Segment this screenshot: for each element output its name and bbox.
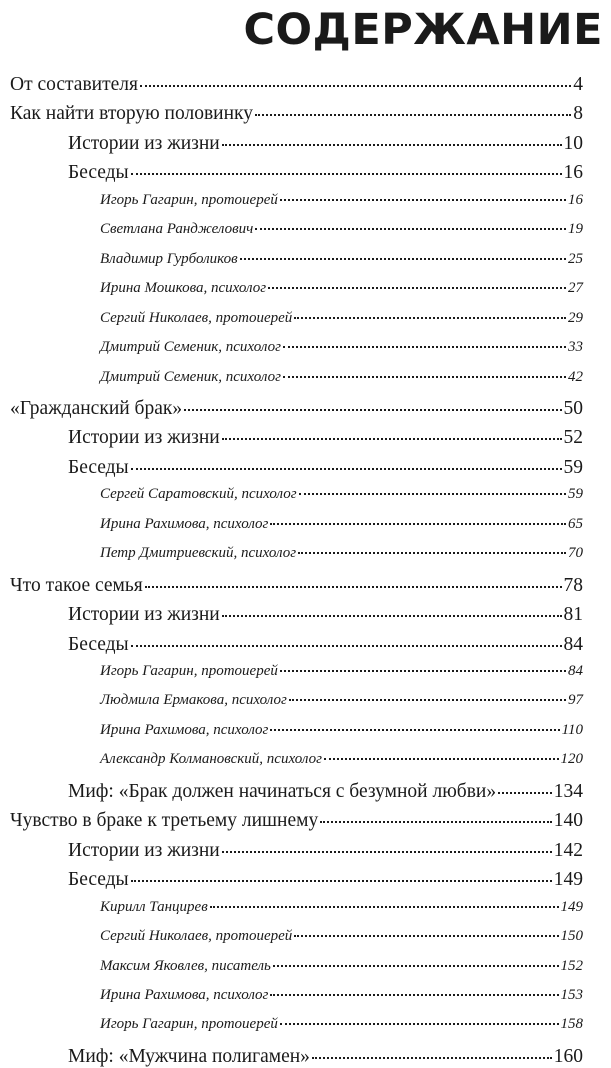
dot-leader	[299, 493, 566, 495]
dot-leader	[280, 199, 566, 201]
toc-entry-page-number: 110	[561, 721, 583, 738]
toc-entry[interactable]	[100, 369, 583, 386]
toc-entry[interactable]	[68, 133, 583, 155]
toc-entry-label: Ирина Мошкова, психолог	[100, 280, 267, 297]
toc-entry[interactable]	[10, 74, 583, 96]
dot-leader	[140, 85, 571, 87]
toc-entry-page-number: 50	[563, 397, 583, 419]
toc-entry-page-number: 10	[563, 132, 583, 154]
toc-entry[interactable]	[100, 221, 583, 238]
toc-entry-page-number: 16	[563, 162, 583, 184]
dot-leader	[312, 1057, 552, 1059]
toc-entry-page-number: 59	[563, 456, 583, 478]
toc-entry-page-number: 65	[568, 515, 583, 532]
toc-entry-label: Ирина Рахимова, психолог	[100, 721, 269, 738]
toc-entry[interactable]	[68, 427, 583, 449]
dot-leader	[255, 114, 571, 116]
toc-entry-label: Истории из жизни	[68, 839, 220, 861]
dot-leader	[131, 880, 552, 882]
dot-leader	[222, 851, 552, 853]
toc-entry-label: Максим Яковлев, писатель	[100, 957, 271, 974]
toc-entry-page-number: 140	[553, 810, 583, 832]
dot-leader	[320, 821, 552, 823]
dot-leader	[283, 376, 566, 378]
dot-leader	[294, 935, 558, 937]
toc-entry-label: Петр Дмитриевский, психолог	[100, 545, 297, 562]
toc-entry-page-number: 150	[560, 928, 583, 945]
toc-entry[interactable]	[100, 339, 583, 356]
toc-entry-page-number: 52	[563, 427, 583, 449]
toc-entry-page-number: 27	[568, 280, 583, 297]
dot-leader	[131, 645, 562, 647]
toc-entry-page-number: 142	[553, 839, 583, 861]
toc-entry[interactable]	[100, 692, 583, 709]
toc-entry[interactable]	[10, 810, 583, 832]
toc-entry-page-number: 120	[560, 751, 583, 768]
toc-entry-page-number: 4	[573, 74, 583, 95]
toc-entry-page-number: 149	[560, 898, 583, 915]
dot-leader	[298, 552, 566, 554]
toc-entry-label: Игорь Гагарин, протоиерей	[100, 1016, 278, 1033]
toc-entry[interactable]	[100, 958, 583, 975]
toc-entry-page-number: 42	[568, 368, 583, 385]
toc-entry[interactable]	[100, 722, 583, 739]
toc-entry-page-number: 78	[563, 574, 583, 596]
dot-leader	[324, 758, 559, 760]
toc-entry-page-number: 160	[553, 1045, 583, 1067]
dot-leader	[294, 317, 566, 319]
toc-entry[interactable]	[68, 457, 583, 479]
toc-entry-label: «Гражданский брак»	[10, 397, 183, 419]
toc-entry-page-number: 29	[568, 309, 583, 326]
toc-entry-label: Беседы	[68, 633, 129, 655]
dot-leader	[270, 523, 566, 525]
dot-leader	[289, 699, 566, 701]
toc-entry[interactable]	[100, 280, 583, 297]
toc-entry[interactable]	[100, 751, 583, 768]
dot-leader	[273, 965, 559, 967]
dot-leader	[131, 173, 562, 175]
toc-entry[interactable]	[100, 545, 583, 562]
toc-entry-label: Кирилл Танцирев	[100, 898, 208, 915]
toc-entry-page-number: 158	[560, 1016, 583, 1033]
dot-leader	[255, 228, 566, 230]
toc-entry[interactable]	[68, 1046, 583, 1068]
toc-entry[interactable]	[100, 928, 583, 945]
toc-entry-label: Сергий Николаев, протоиерей	[100, 309, 293, 326]
toc-entry-label: Миф: «Мужчина полигамен»	[68, 1045, 310, 1067]
dot-leader	[270, 729, 559, 731]
toc-entry-label: Людмила Ермакова, психолог	[100, 692, 287, 709]
toc-entry-page-number: 81	[563, 604, 583, 626]
toc-entry-label: Беседы	[68, 869, 129, 891]
toc-entry-page-number: 70	[568, 545, 583, 562]
toc-entry-page-number: 134	[553, 780, 583, 802]
toc-entry[interactable]	[68, 840, 583, 862]
dot-leader	[268, 287, 566, 289]
dot-leader	[222, 438, 562, 440]
toc-entry-page-number: 97	[568, 692, 583, 709]
dot-leader	[222, 615, 562, 617]
toc-entry[interactable]	[100, 987, 583, 1004]
toc-entry[interactable]	[10, 398, 583, 420]
toc-entry-page-number: 84	[563, 633, 583, 655]
toc-entry-label: Истории из жизни	[68, 427, 220, 449]
dot-leader	[222, 144, 562, 146]
toc-entry-page-number: 33	[568, 339, 583, 356]
toc-entry[interactable]	[10, 103, 583, 125]
toc-entry-label: Ирина Рахимова, психолог	[100, 515, 269, 532]
toc-entry[interactable]	[100, 192, 583, 209]
toc-entry-label: Что такое семья	[10, 574, 143, 596]
toc-entry-page-number: 25	[568, 250, 583, 267]
dot-leader	[210, 906, 559, 908]
toc-entry-label: Сергей Саратовский, психолог	[100, 486, 297, 503]
toc-entry-label: Александр Колмановский, психолог	[100, 751, 322, 768]
toc-entry-page-number: 149	[553, 869, 583, 891]
toc-entry-label: Игорь Гагарин, протоиерей	[100, 191, 278, 208]
page-title: СОДЕРЖАНИЕ	[243, 5, 603, 55]
toc-entry-page-number: 16	[568, 191, 583, 208]
dot-leader	[184, 409, 561, 411]
toc-entry[interactable]	[68, 604, 583, 626]
toc-entry[interactable]	[68, 634, 583, 656]
dot-leader	[270, 994, 558, 996]
toc-entry-page-number: 84	[568, 663, 583, 679]
toc-entry[interactable]	[100, 486, 583, 503]
dot-leader	[280, 1023, 559, 1025]
toc-entry-label: Ирина Рахимова, психолог	[100, 986, 269, 1003]
toc-entry-page-number: 19	[568, 221, 583, 238]
dot-leader	[131, 468, 562, 470]
toc-entry-label: Истории из жизни	[68, 132, 220, 154]
toc-entry[interactable]	[68, 162, 583, 184]
dot-leader	[280, 670, 566, 672]
toc-entry[interactable]	[100, 310, 583, 327]
toc-entry-label: Истории из жизни	[68, 604, 220, 626]
toc-entry-page-number: 8	[573, 103, 583, 125]
toc-entry-label: Сергий Николаев, протоиерей	[100, 928, 293, 945]
toc-entry-label: От составителя	[10, 74, 138, 95]
toc-entry[interactable]	[100, 1016, 583, 1033]
toc-entry[interactable]	[68, 869, 583, 891]
toc-entry-label: Дмитрий Семеник, психолог	[100, 339, 281, 356]
toc-entry[interactable]	[100, 663, 583, 680]
dot-leader	[498, 792, 552, 794]
toc-entry-page-number: 59	[568, 486, 583, 503]
toc-entry-page-number: 152	[560, 957, 583, 974]
toc-entry[interactable]	[100, 899, 583, 916]
toc-entry-page-number: 153	[560, 986, 583, 1003]
toc-entry-label: Владимир Гурболиков	[100, 250, 238, 267]
toc-entry[interactable]	[68, 781, 583, 803]
toc-entry-label: Светлана Ранджелович	[100, 221, 254, 238]
toc-entry-label: Как найти вторую половинку	[10, 103, 253, 125]
dot-leader	[283, 346, 566, 348]
toc-entry[interactable]	[100, 251, 583, 268]
toc-entry-label: Беседы	[68, 456, 129, 478]
toc-entry-label: Чувство в браке к третьему лишнему	[10, 810, 319, 832]
dot-leader	[240, 258, 566, 260]
toc-entry[interactable]	[10, 575, 583, 597]
toc-entry-label: Миф: «Брак должен начинаться с безумной любви»	[68, 780, 497, 802]
dot-leader	[145, 586, 562, 588]
toc-entry-label: Дмитрий Семеник, психолог	[100, 368, 281, 385]
toc-entry-label: Беседы	[68, 162, 129, 184]
toc-entry[interactable]	[100, 516, 583, 533]
toc-entry-label: Игорь Гагарин, протоиерей	[100, 663, 278, 679]
